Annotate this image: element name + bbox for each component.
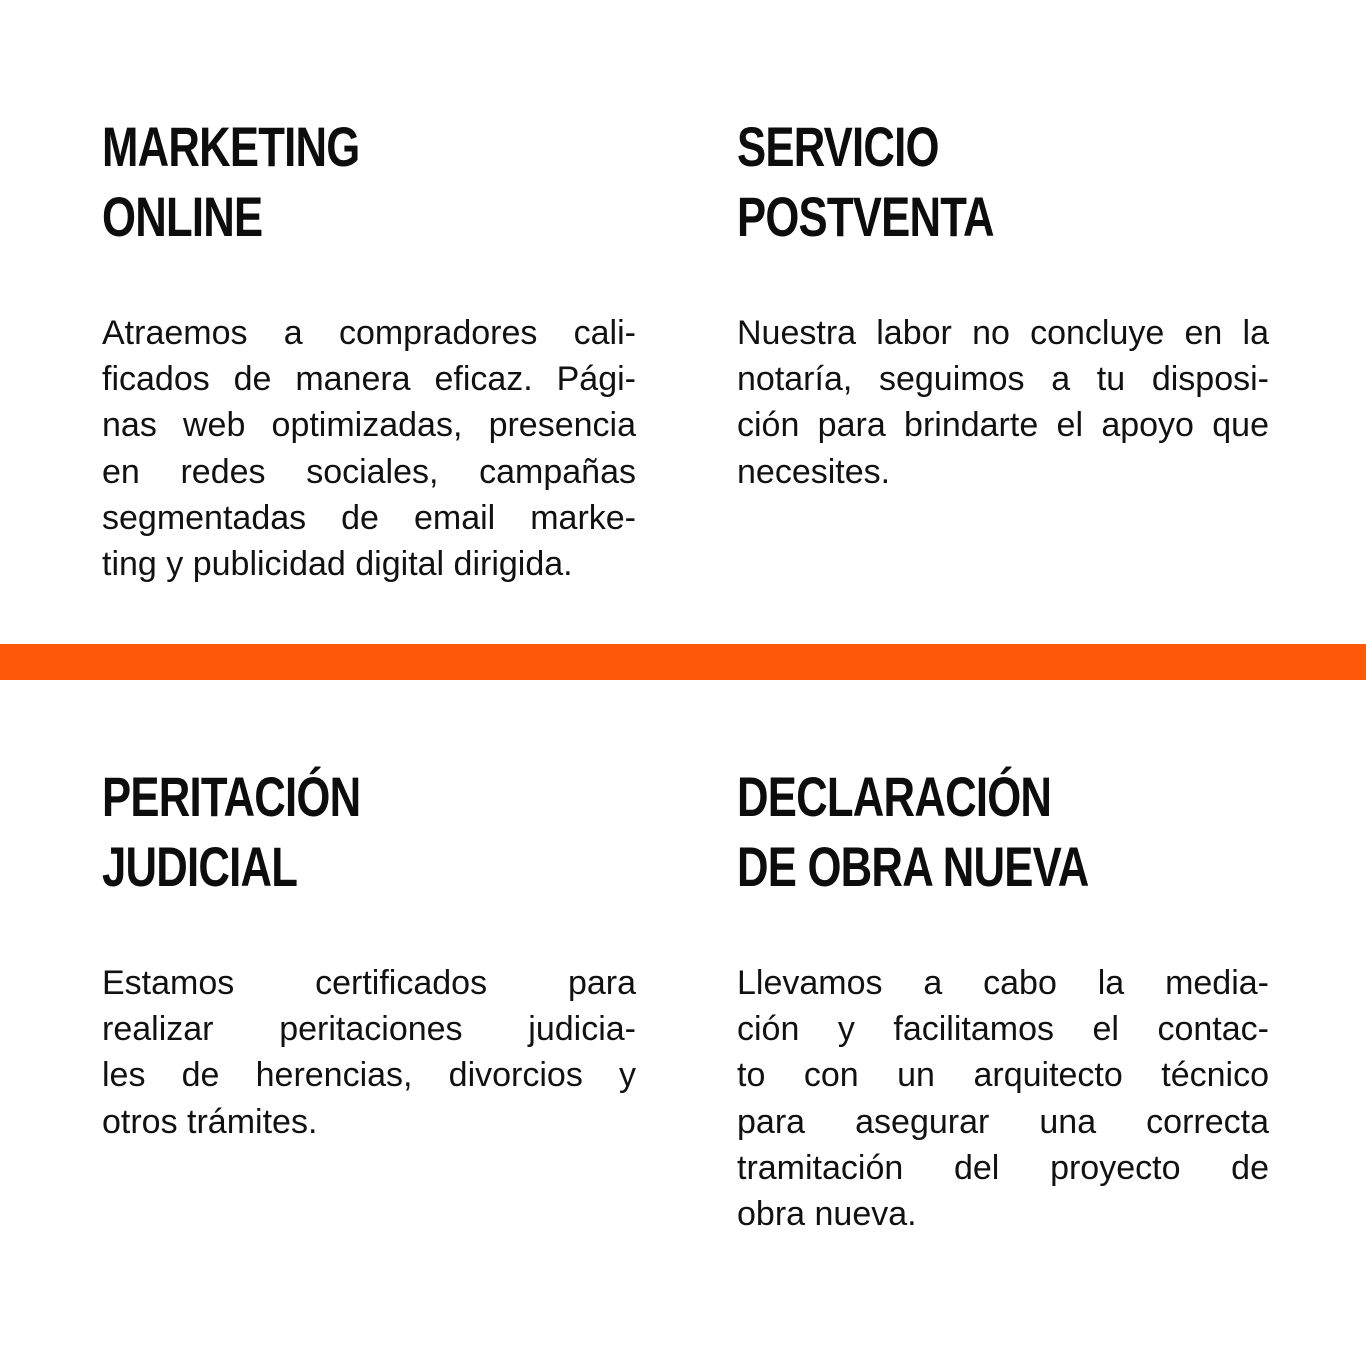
bottom-section [0,680,1366,1366]
service-title-line: SERVICIO [737,115,939,178]
service-title-line: MARKETING [102,115,360,178]
service-card-marketing-online [102,112,636,584]
service-card-peritacion-judicial [102,762,636,1141]
description-line: ción para brindarte el apoyo que [737,406,1269,445]
description-line: tramitación del proyecto de [737,1148,1269,1187]
orange-divider-band [0,644,1366,680]
description-line: ting y publicidad digital dirigida. [102,545,573,584]
description-line: nas web optimizadas, presencia [102,406,636,445]
top-section [0,0,1366,644]
service-title [102,112,519,252]
description-line: necesites. [737,452,891,491]
description-line: Nuestra labor no concluye en la [737,314,1269,352]
description-line: ficados de manera eficaz. Pági- [102,360,636,399]
description-line: realizar peritaciones judicia- [102,1010,636,1049]
description-line: to con un arquitecto técnico [737,1056,1269,1095]
description-line: ción y facilitamos el contac- [737,1010,1269,1049]
service-title [102,762,519,902]
service-title-line: PERITACIÓN [102,765,361,828]
description-line: notaría, seguimos a tu disposi- [737,360,1269,399]
description-line: segmentadas de email marke- [102,498,636,537]
description-line: para asegurar una correcta [737,1102,1269,1141]
description-line: Atraemos a compradores cali- [102,314,636,352]
service-description [737,310,1269,495]
service-title-line: POSTVENTA [737,185,994,248]
service-description [737,960,1269,1237]
description-line: obra nueva. [737,1195,917,1234]
service-title [737,762,1154,902]
description-line: otros trámites. [102,1102,318,1141]
service-card-servicio-postventa [737,112,1271,491]
service-title-line: DECLARACIÓN [737,765,1052,828]
service-title-line: ONLINE [102,185,263,248]
description-line: les de herencias, divorcios y [102,1056,636,1095]
description-line: Llevamos a cabo la media- [737,964,1269,1002]
service-description [102,310,636,587]
service-title-line: DE OBRA NUEVA [737,835,1089,898]
description-line: Estamos certificados para [102,964,636,1002]
service-title-line: JUDICIAL [102,835,298,898]
service-card-declaracion-obra-nueva [737,762,1271,1234]
service-title [737,112,1154,252]
description-line: en redes sociales, campañas [102,452,636,491]
service-description [102,960,636,1145]
